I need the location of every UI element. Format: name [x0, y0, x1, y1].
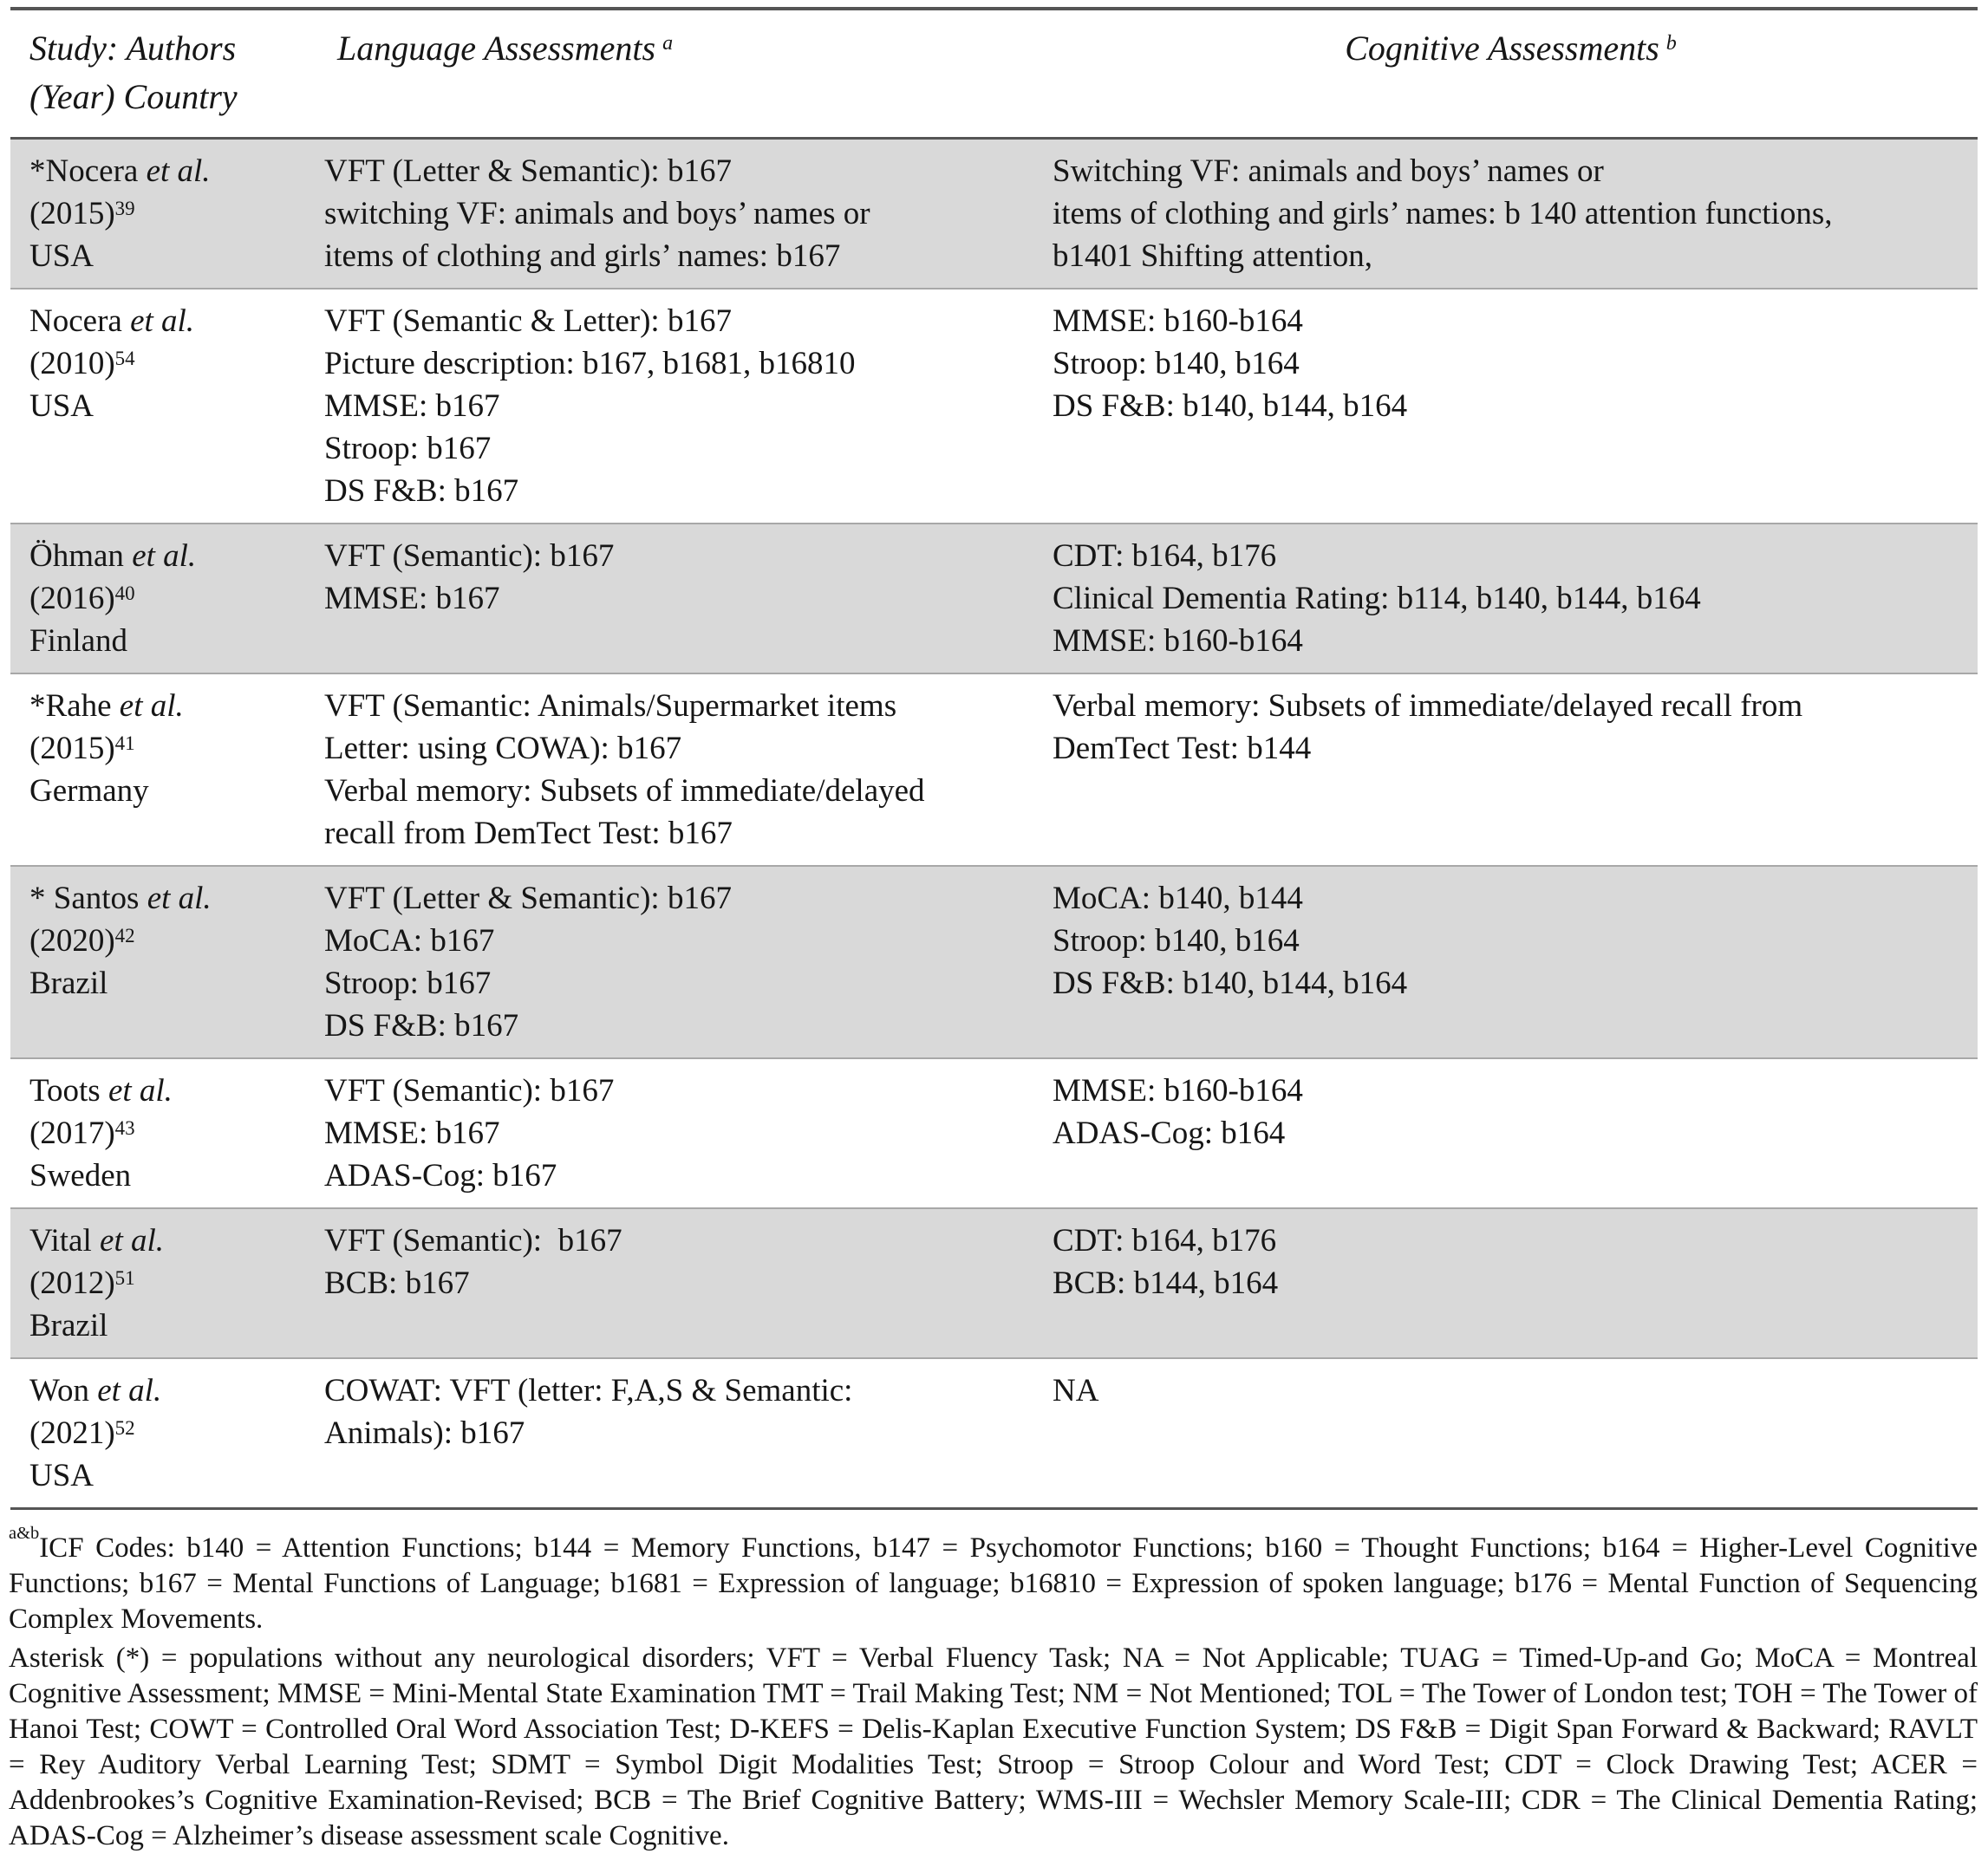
footnote-icf-superscript: a&b	[9, 1523, 40, 1543]
header-study-line2: (Year) Country	[29, 77, 238, 116]
table-row	[10, 1357, 1978, 1507]
header-cognitive	[1053, 24, 1969, 121]
cell-line: CDT: b164, b176	[1053, 1223, 1277, 1259]
study-authors-line: *Nocera et al.	[29, 153, 211, 189]
study-authors-line: Vital et al.	[29, 1223, 164, 1259]
study-cell	[29, 685, 324, 855]
table-row	[10, 1057, 1978, 1207]
cell-line: MMSE: b160-b164	[1053, 303, 1303, 339]
et-al-italic: et al.	[147, 881, 212, 916]
study-country-line: USA	[29, 388, 95, 424]
study-cell	[29, 877, 324, 1047]
header-cognitive-superscript: b	[1665, 32, 1677, 55]
cognitive-cell	[1053, 877, 1969, 1047]
cell-line: VFT (Semantic & Letter): b167	[324, 303, 732, 339]
cell-line: ADAS-Cog: b164	[1053, 1116, 1286, 1151]
language-cell	[324, 1070, 1053, 1197]
table-row	[10, 288, 1978, 523]
cell-line: Verbal memory: Subsets of immediate/delayed recall from	[1053, 688, 1803, 724]
header-study-line1: Study: Authors	[29, 29, 237, 68]
cell-line: NA	[1053, 1373, 1099, 1408]
study-authors-line: * Santos et al.	[29, 881, 212, 916]
cell-line: VFT (Semantic: Animals/Supermarket items	[324, 688, 897, 724]
study-authors-line: Nocera et al.	[29, 303, 195, 339]
study-cell	[29, 1220, 324, 1347]
study-year-line: $(2021)^{52}$	[29, 1415, 135, 1451]
reference-superscript: 52	[114, 1416, 135, 1439]
table-row	[10, 523, 1978, 673]
et-al-italic: et al.	[97, 1373, 162, 1408]
table-row	[10, 865, 1978, 1057]
cell-line: Stroop: b167	[324, 966, 492, 1001]
cell-line: Clinical Dementia Rating: b114, b140, b144, b164	[1053, 581, 1701, 616]
cell-line: DS F&B: b140, b144, b164	[1053, 388, 1408, 424]
cell-line: Picture description: b167, b1681, b16810	[324, 346, 856, 381]
cognitive-cell	[1053, 535, 1969, 662]
study-year-line: $(2012)^{51}$	[29, 1265, 135, 1301]
header-language-superscript: a	[662, 32, 674, 55]
cognitive-cell	[1053, 1220, 1969, 1347]
reference-superscript: 43	[114, 1116, 135, 1139]
language-cell	[324, 1369, 1053, 1497]
table-row	[10, 140, 1978, 288]
study-year-line: $(2015)^{41}$	[29, 731, 135, 766]
study-year-line: $(2017)^{43}$	[29, 1116, 135, 1151]
study-country-line: Brazil	[29, 1308, 108, 1343]
cell-line: Verbal memory: Subsets of immediate/delayed	[324, 773, 925, 809]
reference-superscript: 42	[114, 924, 135, 947]
cell-line: DS F&B: b167	[324, 1008, 519, 1044]
study-authors-line: Toots et al.	[29, 1073, 173, 1109]
header-language	[324, 24, 1053, 121]
language-cell	[324, 535, 1053, 662]
study-year-line: $(2020)^{42}$	[29, 923, 135, 959]
et-al-italic: et al.	[108, 1073, 173, 1109]
study-authors-line: *Rahe et al.	[29, 688, 184, 724]
cognitive-cell	[1053, 300, 1969, 512]
cell-line: items of clothing and girls’ names: b167	[324, 238, 841, 274]
study-year-line: $(2010)^{54}$	[29, 346, 135, 381]
cognitive-cell	[1053, 1070, 1969, 1197]
language-cell	[324, 685, 1053, 855]
cell-line: ADAS-Cog: b167	[324, 1158, 557, 1194]
et-al-italic: et al.	[100, 1223, 164, 1259]
study-country-line: Germany	[29, 773, 149, 809]
cell-line: DemTect Test: b144	[1053, 731, 1312, 766]
reference-superscript: 39	[114, 197, 135, 219]
study-authors-line: Won et al.	[29, 1373, 162, 1408]
study-cell	[29, 1070, 324, 1197]
footnote-icf-codes	[9, 1523, 1978, 1637]
reference-superscript: 41	[114, 732, 135, 754]
reference-superscript: 40	[114, 582, 135, 604]
cell-line: VFT (Letter & Semantic): b167	[324, 881, 732, 916]
cell-line: CDT: b164, b176	[1053, 538, 1277, 574]
language-cell	[324, 877, 1053, 1047]
table-row	[10, 1207, 1978, 1357]
cell-line: Stroop: b140, b164	[1053, 923, 1300, 959]
cell-line: items of clothing and girls’ names: b 140 attention functions,	[1053, 196, 1833, 231]
cell-line: b1401 Shifting attention,	[1053, 238, 1372, 274]
study-country-line: USA	[29, 238, 95, 274]
header-study	[29, 24, 324, 121]
header-cognitive-label: Cognitive Assessments	[1345, 29, 1659, 68]
cell-line: DS F&B: b140, b144, b164	[1053, 966, 1408, 1001]
et-al-italic: et al.	[146, 153, 211, 189]
study-cell	[29, 300, 324, 512]
header-language-label: Language Assessments	[337, 29, 656, 68]
language-cell	[324, 1220, 1053, 1347]
cell-line: Stroop: b140, b164	[1053, 346, 1300, 381]
cell-line: MMSE: b167	[324, 1116, 500, 1151]
et-al-italic: et al.	[132, 538, 197, 574]
cell-line: Letter: using COWA): b167	[324, 731, 682, 766]
cognitive-cell	[1053, 150, 1969, 277]
language-cell	[324, 150, 1053, 277]
cell-line: BCB: b144, b164	[1053, 1265, 1279, 1301]
cell-line: Stroop: b167	[324, 431, 492, 466]
et-al-italic: et al.	[119, 688, 184, 724]
cell-line: Switching VF: animals and boys’ names or	[1053, 153, 1604, 189]
cell-line: MoCA: b140, b144	[1053, 881, 1303, 916]
study-year-line: $(2015)^{39}$	[29, 196, 135, 231]
cell-line: VFT (Semantic): b167	[324, 1223, 622, 1259]
reference-superscript: 54	[114, 347, 135, 369]
cell-line: VFT (Letter & Semantic): b167	[324, 153, 732, 189]
study-cell	[29, 535, 324, 662]
language-cell	[324, 300, 1053, 512]
cognitive-cell	[1053, 685, 1969, 855]
cell-line: MoCA: b167	[324, 923, 495, 959]
study-authors-line: Öhman et al.	[29, 538, 197, 574]
study-cell	[29, 150, 324, 277]
cell-line: VFT (Semantic): b167	[324, 538, 615, 574]
journal-table-page	[0, 7, 1988, 1867]
reference-superscript: 51	[114, 1266, 135, 1289]
cognitive-cell	[1053, 1369, 1969, 1497]
study-country-line: Brazil	[29, 966, 108, 1001]
cell-line: VFT (Semantic): b167	[324, 1073, 615, 1109]
cell-line: switching VF: animals and boys’ names or	[324, 196, 870, 231]
table-body	[10, 140, 1978, 1507]
cell-line: COWAT: VFT (letter: F,A,S & Semantic:	[324, 1373, 853, 1408]
footnotes	[9, 1523, 1978, 1854]
cell-line: Animals): b167	[324, 1415, 525, 1451]
cell-line: MMSE: b167	[324, 388, 500, 424]
cell-line: MMSE: b160-b164	[1053, 1073, 1303, 1109]
cell-line: recall from DemTect Test: b167	[324, 816, 733, 851]
study-cell	[29, 1369, 324, 1497]
study-country-line: Finland	[29, 623, 128, 659]
study-country-line: Sweden	[29, 1158, 132, 1194]
cell-line: MMSE: b160-b164	[1053, 623, 1303, 659]
cell-line: DS F&B: b167	[324, 473, 519, 509]
footnote-abbreviations: Asterisk (*) = populations without any neurological disorders; VFT = Verbal Fluency Task; NA = Not Applicable; TUAG = Timed-Up-and Go; MoCA = Montreal Cognitive Assessment; MMSE = Mini-Mental State Examination TMT = Trail Making Test; NM = Not Mentioned; TOL = The Tower of London test; TOH = The Tower of Hanoi Test; COWT = Controlled Oral Word Association Test; D-KEFS = Delis-Kaplan Executive Function System; DS F&B = Digit Span Forward & Backward; RAVLT = Rey Auditory Verbal Learning Test; SDMT = Symbol Digit Modalities Test; Stroop = Stroop Colour and Word Test; CDT = Clock Drawing Test; ACER = Addenbrookes’s Cognitive Examination-Revised; BCB = The Brief Cognitive Battery; WMS-III = Wechsler Memory Scale-III; CDR = The Clinical Dementia Rating; ADAS-Cog = Alzheimer’s disease assessment scale Cognitive.	[9, 1643, 1978, 1851]
table-header-row	[10, 10, 1978, 140]
study-year-line: $(2016)^{40}$	[29, 581, 135, 616]
cell-line: MMSE: b167	[324, 581, 500, 616]
et-al-italic: et al.	[130, 303, 195, 339]
cell-line: BCB: b167	[324, 1265, 470, 1301]
table-row	[10, 673, 1978, 865]
study-country-line: USA	[29, 1458, 95, 1493]
footnote-icf-text: ICF Codes: b140 = Attention Functions; b144 = Memory Functions, b147 = Psychomotor Functions; b160 = Thought Functions; b164 = Higher-Level Cognitive Functions; b167 = Mental Functions of Language; b1681 = Expression of language; b16810 = Expression of spoken language; b176 = Mental Function of Sequencing Complex Movements.	[9, 1532, 1978, 1635]
assessments-table	[10, 7, 1978, 1510]
